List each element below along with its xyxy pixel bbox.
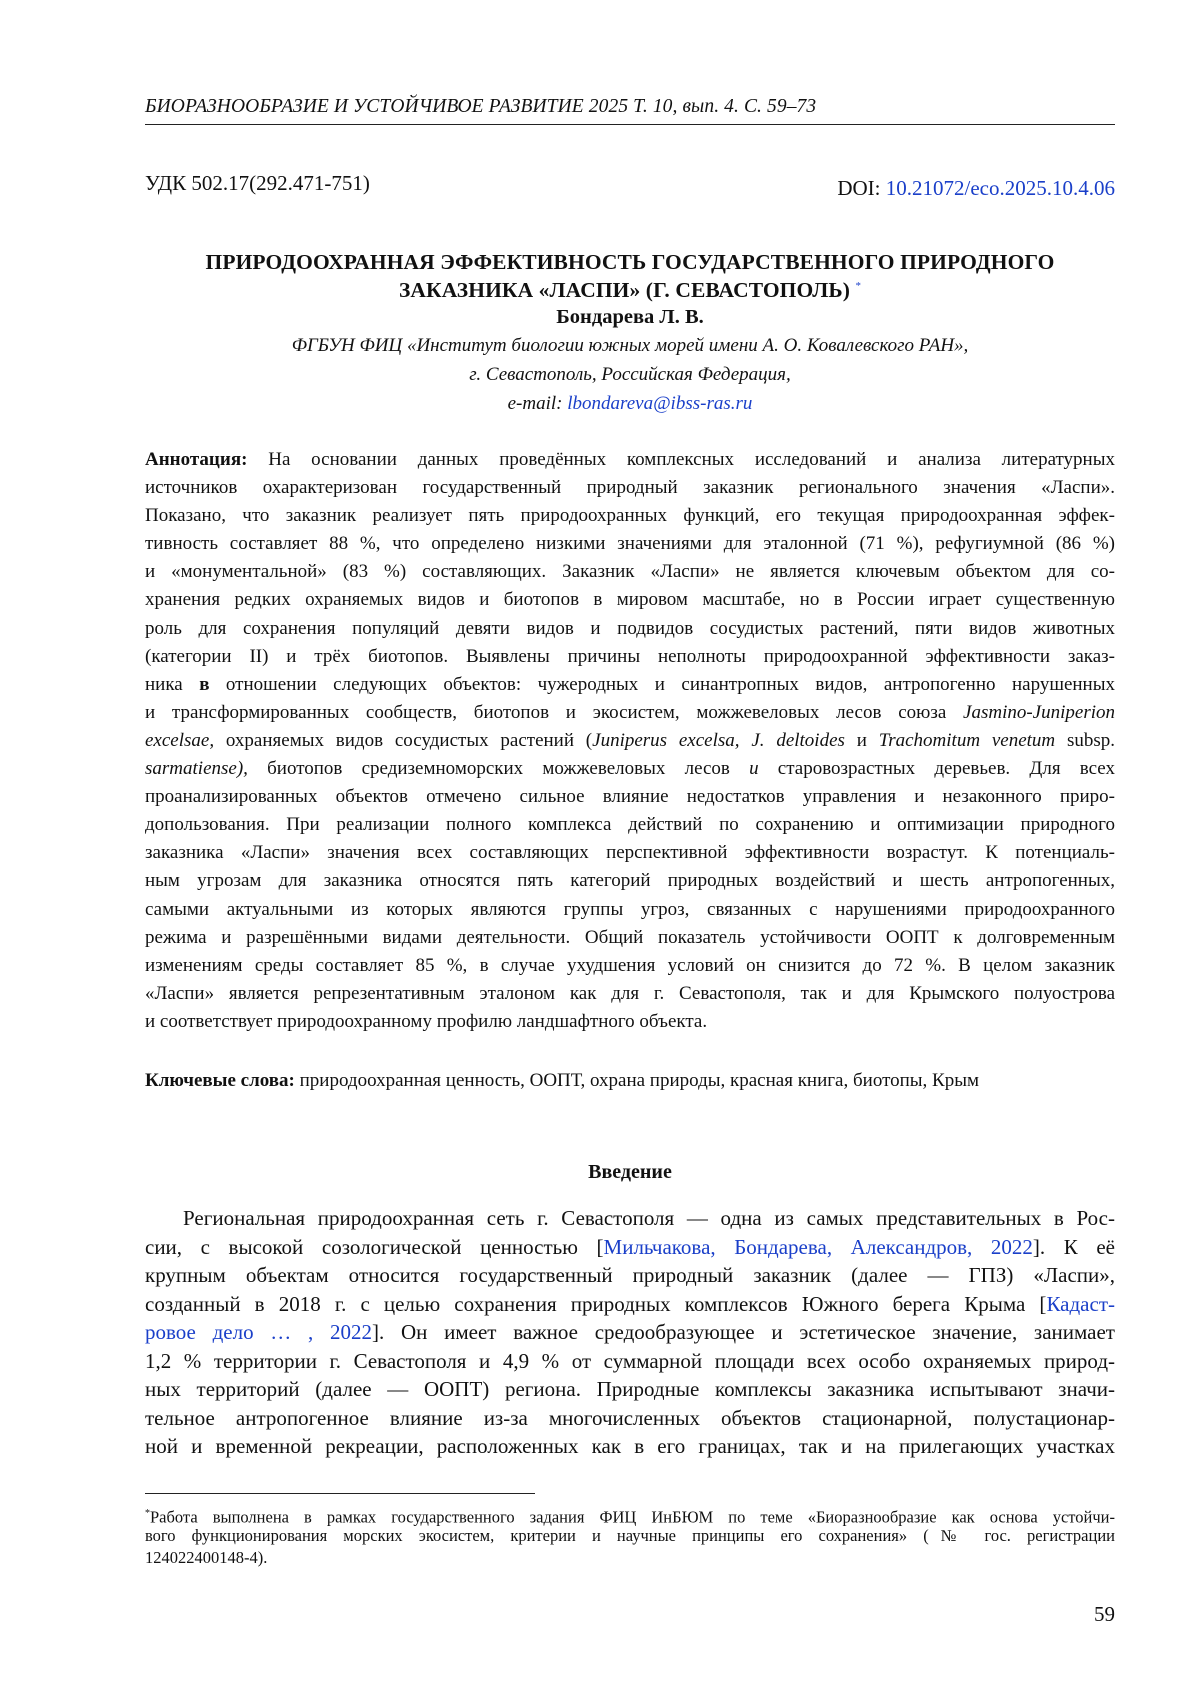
abstract-line	[145, 699, 1115, 727]
abstract-line	[145, 446, 1115, 474]
species-name: sarmatiense),	[145, 758, 248, 780]
abstract-line: и «монументальной» (83 %) составляющих. Заказник «Ласпи» не является ключевым объектом для со-	[145, 561, 1115, 583]
article-title-line1: ПРИРОДООХРАННАЯ ЭФФЕКТИВНОСТЬ ГОСУДАРСТВЕННОГО ПРИРОДНОГО	[205, 250, 1055, 274]
abstract-line: (категории II) и трёх биотопов. Выявлены причины неполноты природоохранной эффективности заказ-	[145, 645, 1115, 667]
abstract-bold-word: в	[199, 673, 210, 695]
abstract-line: изменениям среды составляет 85 %, в случае ухудшения условий он снизится до 72 %. В целом заказник	[145, 954, 1115, 976]
doi-label: DOI:	[837, 176, 886, 200]
author-name: Бондарева Л. В.	[556, 306, 704, 328]
abstract-text: На основании данных проведённых комплексных исследований и анализа литературных	[268, 449, 1115, 470]
citation-link[interactable]: Кадаст-	[1046, 1291, 1115, 1316]
abstract-line	[145, 727, 1115, 755]
page-number: 59	[1094, 1602, 1115, 1626]
abstract-text: отношении следующих объектов: чужеродных и синантропных видов, антропогенно нарушенных	[209, 673, 1115, 695]
keywords-text: природоохранная ценность, ООПТ, охрана природы, красная книга, биотопы, Крым	[294, 1070, 980, 1091]
species-name: excelsae,	[145, 729, 215, 751]
body-line	[145, 1290, 1115, 1319]
abstract-line: допользования. При реализации полного комплекса действий по сохранению и оптимизации природного	[145, 814, 1115, 836]
body-line: крупным объектам относится государственный природный заказник (далее — ГПЗ) «Ласпи»,	[145, 1263, 1115, 1287]
body-text: созданный в 2018 г. с целью сохранения природных комплексов Южного берега Крыма [	[145, 1291, 1047, 1316]
footnote-text: Работа выполнена в рамках государственного задания ФИЦ ИнБЮМ по теме «Биоразнообразие как основа устойчи-	[150, 1507, 1115, 1527]
abstract-line: ным угрозам для заказника относятся пять категорий природных воздействий и шесть антропогенных,	[145, 870, 1115, 892]
body-text: сии, с высокой созологической ценностью [	[145, 1234, 604, 1259]
citation-link[interactable]: Мильчакова, Бондарева, Александров, 2022	[603, 1234, 1033, 1259]
doi-link[interactable]: 10.21072/eco.2025.10.4.06	[885, 176, 1115, 200]
abstract-line: самыми актуальными из которых являются группы угроз, связанных с нарушениями природоохранного	[145, 898, 1115, 920]
affiliation-city: г. Севастополь, Российская Федерация,	[469, 364, 791, 385]
body-line	[145, 1318, 1115, 1347]
abstract-label: Аннотация:	[145, 449, 248, 470]
citation-link[interactable]: ровое дело … , 2022	[145, 1320, 373, 1344]
abstract-text: старовозрастных деревьев. Для всех	[758, 758, 1115, 780]
footnote-line	[145, 1503, 1115, 1525]
footnote	[145, 1503, 1115, 1569]
footnote-marker-link[interactable]: *	[855, 279, 862, 292]
affiliation: ФГБУН ФИЦ «Институт биологии южных морей имени А. О. Ковалевского РАН»,	[291, 335, 969, 356]
email-label: e-mail:	[507, 393, 568, 414]
section-heading-introduction: Введение	[588, 1161, 672, 1183]
email-link[interactable]: lbondareva@ibss-ras.ru	[567, 393, 753, 414]
abstract-line	[145, 671, 1115, 699]
article-title-text: ЗАКАЗНИКА «ЛАСПИ» (Г. СЕВАСТОПОЛЬ)	[398, 278, 850, 302]
body-text: ]. К её	[1032, 1234, 1115, 1259]
species-name: Trachomitum venetum	[878, 729, 1056, 751]
footnote-star: *	[145, 1508, 150, 1519]
abstract-line: тивность составляет 88 %, что определено низкими значениями для эталонной (71 %), рефугиумной (86 %)	[145, 533, 1115, 555]
abstract-text: биотопов средиземноморских можжевеловых лесов	[247, 758, 750, 780]
abstract-italic-word: и	[749, 758, 759, 780]
footnote-rule	[145, 1493, 535, 1494]
species-name: Jasmino-Juniperion	[963, 701, 1115, 723]
keywords-label: Ключевые слова:	[145, 1070, 295, 1091]
body-line: ной и временной рекреации, расположенных как в его границах, так и на прилегающих участках	[145, 1434, 1115, 1458]
article-title-line2	[145, 278, 1115, 303]
abstract-line: «Ласпи» является репрезентативным эталоном как для г. Севастополя, так и для Крымского полуострова	[145, 982, 1115, 1004]
abstract-line: проанализированных объектов отмечено сильное влияние недостатков управления и незаконного приро-	[145, 786, 1115, 808]
author-email	[145, 393, 1115, 415]
abstract-line: заказника «Ласпи» значения всех составляющих перспективной эффективности возрастут. К потенциаль-	[145, 842, 1115, 864]
abstract-text: ника	[145, 673, 200, 695]
species-name: Juniperus excelsa, J. deltoides	[592, 729, 845, 751]
body-line: Региональная природоохранная сеть г. Севастополя — одна из самых представительных в Рос-	[183, 1206, 1115, 1230]
abstract-text: и трансформированных сообществ, биотопов и экосистем, можжевеловых лесов союза	[145, 701, 964, 723]
footnote-line: 124022400148-4).	[145, 1548, 268, 1567]
body-line	[145, 1233, 1115, 1262]
abstract-line: и соответствует природоохранному профилю ландшафтного объекта.	[145, 1010, 708, 1032]
abstract-line: источников охарактеризован государственный природный заказник регионального значения «Ласпи».	[145, 477, 1115, 499]
body-line: 1,2 % территории г. Севастополя и 4,9 % от суммарной площади всех особо охраняемых природ-	[145, 1348, 1115, 1373]
udc-code: УДК 502.17(292.471-751)	[145, 171, 370, 195]
header-rule	[145, 124, 1115, 125]
keywords	[145, 1070, 1115, 1092]
introduction-body	[145, 1204, 1115, 1461]
abstract-line: роль для сохранения популяций девяти видов и подвидов сосудистых растений, пяти видов животных	[145, 617, 1115, 639]
abstract-line	[145, 755, 1115, 783]
abstract-line: хранения редких охраняемых видов и биотопов в мировом масштабе, но в России играет существенную	[145, 589, 1115, 611]
running-head: БИОРАЗНООБРАЗИЕ И УСТОЙЧИВОЕ РАЗВИТИЕ 2025 Т. 10, вып. 4. С. 59–73	[145, 96, 817, 117]
abstract-text: охраняемых видов сосудистых растений (	[214, 729, 593, 751]
abstract-line: Показано, что заказник реализует пять природоохранных функций, его текущая природоохранная эффек-	[145, 505, 1115, 527]
body-line: ных территорий (далее — ООПТ) региона. Природные комплексы заказника испытывают значи-	[145, 1377, 1115, 1401]
abstract-line: режима и разрешёнными видами деятельности. Общий показатель устойчивости ООПТ к долговременным	[145, 926, 1115, 948]
doi	[837, 176, 1115, 201]
abstract-text: и	[844, 729, 879, 751]
body-text: ]. Он имеет важное средообразующее и эстетическое значение, занимает	[372, 1320, 1115, 1344]
abstract-text: subsp.	[1055, 729, 1115, 751]
abstract	[145, 446, 1115, 1036]
footnote-line: вого функционирования морских экосистем, критерии и научные принципы его сохранения» (№ гос. регистрации	[145, 1526, 1115, 1545]
body-line: тельное антропогенное влияние из-за многочисленных объектов стационарной, полустационар-	[145, 1405, 1115, 1430]
